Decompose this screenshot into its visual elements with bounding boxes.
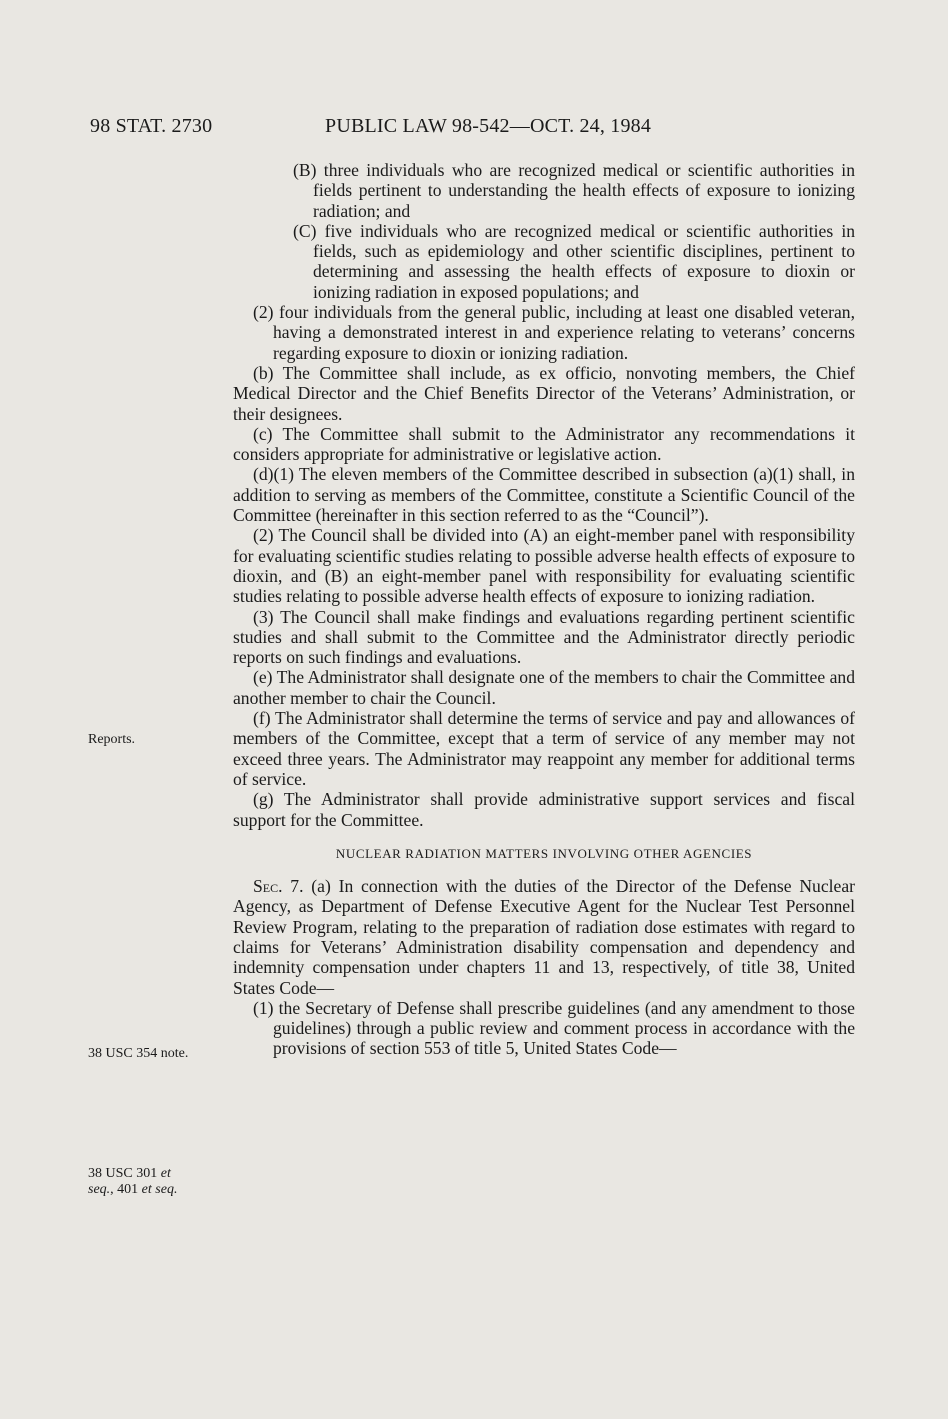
paragraph-e: (e) The Administrator shall designate one of the members to chair the Committee and another member to chair the Council. (233, 667, 855, 708)
paragraph-g: (g) The Administrator shall provide administrative support services and fiscal support for the Committee. (233, 789, 855, 830)
paragraph-f: (f) The Administrator shall determine the terms of service and pay and allowances of members of the Committee, except that a term of service of any member may not exceed three years. The Administrator may reappoint any member for additional terms of service. (233, 708, 855, 789)
usc-301-text: 38 USC 301 (88, 1166, 161, 1181)
section-heading: NUCLEAR RADIATION MATTERS INVOLVING OTHER AGENCIES (335, 845, 753, 861)
section-7-a1: (1) the Secretary of Defense shall prescribe guidelines (and any amendment to those guidelines) through a public review and comment process in accordance with the provisions of section 553 of title 5, United States Code— (253, 997, 855, 1059)
paragraph-d2: (2) The Council shall be divided into (A) an eight-member panel with responsibility for evaluating scientific studies relating to possible adverse health effects of exposure to dioxin, and (B) an eight-member panel with responsibility for evaluating scientific studies relating to possible adverse health effects of exposure to ionizing radiation. (233, 525, 855, 607)
paragraph-d3: (3) The Council shall make findings and evaluations regarding pertinent scientific studies and shall submit to the Committee and the Administrator directly periodic reports on such findings and evaluations. (233, 606, 855, 668)
paragraph-d1: (d)(1) The eleven members of the Committee described in subsection (a)(1) shall, in addition to serving as members of the Committee, constitute a Scientific Council of the Committee (hereinafter in this section referred to as the “Council”). (233, 464, 855, 526)
usc-301-seq: seq. (88, 1182, 111, 1197)
margin-note-38-usc-301 (88, 1166, 177, 1198)
margin-note-reports: Reports. (88, 732, 136, 747)
paragraph-a1b: (B) three individuals who are recognized medical or scientific authorities in fields pertinent to understanding the health effects of exposure to ionizing radiation; and (293, 160, 855, 221)
usc-401-text: , 401 (110, 1182, 142, 1197)
usc-401-et-seq: et seq. (141, 1182, 178, 1197)
usc-301-et: et (160, 1166, 171, 1181)
section-7-label: Sec. 7. (253, 876, 304, 897)
paragraph-a1c: (C) five individuals who are recognized medical or scientific authorities in fields, such as epidemiology and other scientific disciplines, pertinent to determining and assessing the health effects of exposure to dioxin or ionizing radiation in exposed populations; and (293, 220, 855, 302)
bleed-through-mark (140, 410, 196, 450)
paragraph-b: (b) The Committee shall include, as ex officio, nonvoting members, the Chief Medical Director and the Chief Benefits Director of the Veterans’ Administration, or their designees. (233, 362, 855, 424)
section-7-paragraph (233, 876, 855, 998)
stat-page-number: 98 STAT. 2730 (90, 115, 213, 137)
body-text (233, 160, 855, 1059)
section-7-text: (a) In connection with the duties of the Director of the Defense Nuclear Agency, as Department of Defense Executive Agent for the Nuclear Test Personnel Review Program, relating to the preparation of radiation dose estimates with regard to claims for Veterans’ Administration disability compensation and dependency and indemnity compensation under chapters 11 and 13, respectively, of title 38, United States Code— (233, 876, 855, 998)
public-law-title: PUBLIC LAW 98-542—OCT. 24, 1984 (325, 115, 652, 137)
margin-note-38-usc-354: 38 USC 354 note. (88, 1046, 189, 1061)
paragraph-a2: (2) four individuals from the general public, including at least one disabled veteran, having a demonstrated interest in and experience relating to veterans’ concerns regarding exposure to dioxin or ionizing radiation. (253, 302, 855, 363)
paragraph-c: (c) The Committee shall submit to the Administrator any recommendations it considers appropriate for administrative or legislative action. (233, 423, 855, 465)
